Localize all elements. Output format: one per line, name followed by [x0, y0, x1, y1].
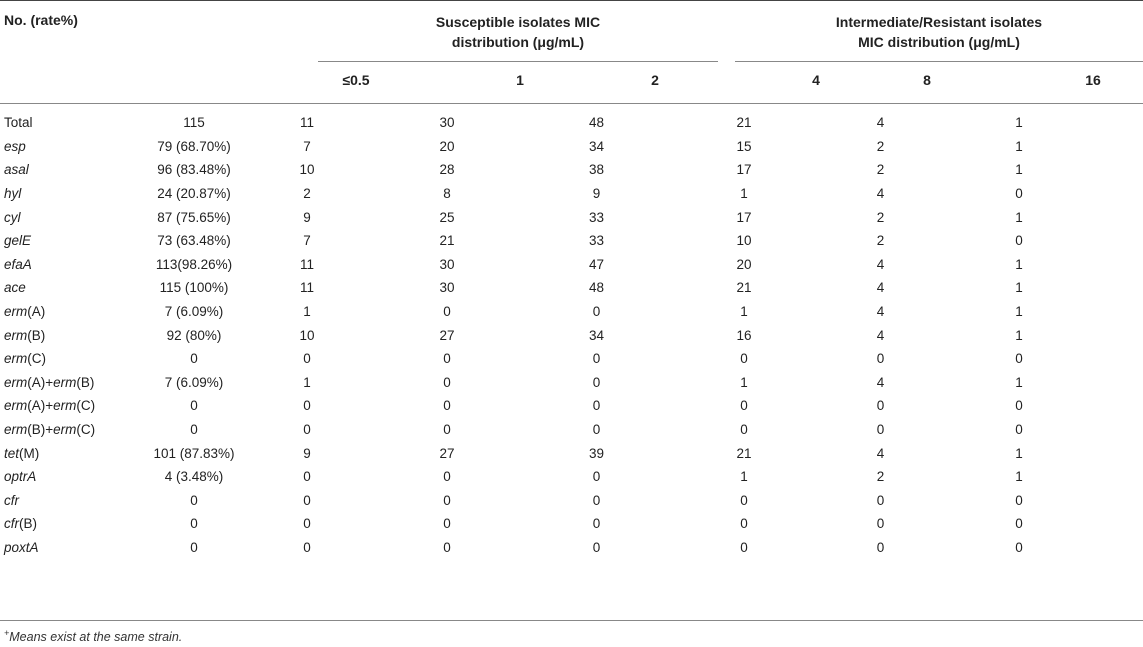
mic-count-cell: 4: [876, 445, 885, 461]
rate-cell: 92 (80%): [166, 327, 222, 343]
rate-cell: 79 (68.70%): [157, 138, 231, 154]
mic-count-cell: 0: [876, 422, 885, 438]
rate-cell: 0: [190, 351, 198, 367]
gene-name-part: (M): [19, 445, 40, 461]
gene-name: [0, 512, 139, 536]
rate-cell: 0: [190, 539, 198, 555]
mic-count-cell: 15: [736, 138, 752, 154]
mic-count-cell: 11: [299, 280, 314, 296]
header-group-resistant-line1: Intermediate/Resistant isolates: [835, 14, 1043, 30]
gene-name-part: (C): [76, 422, 96, 438]
header-group-susceptible-line1: Susceptible isolates MIC: [435, 14, 601, 30]
table-row: [0, 512, 1101, 536]
table-row: [0, 135, 1101, 159]
gene-name-text: hyl: [4, 186, 22, 202]
mic-count-cell: 48: [588, 115, 605, 131]
mic-count-cell: 1: [740, 304, 748, 320]
mic-count-cell: 1: [1015, 280, 1023, 296]
mic-count-cell: 0: [592, 539, 601, 555]
mic-count-cell: 11: [299, 115, 314, 131]
table-row: [0, 300, 1101, 324]
mic-count-cell: 1: [1015, 469, 1023, 485]
gene-name: [0, 135, 139, 159]
gene-name: [0, 323, 139, 347]
mic-count-cell: 0: [740, 492, 748, 508]
mic-count-cell: 0: [592, 492, 601, 508]
mic-count-cell: 4: [876, 304, 885, 320]
gene-name-part: erm: [53, 374, 77, 390]
header-col-2: 2: [651, 72, 659, 88]
mic-count-cell: 48: [588, 280, 605, 296]
mic-count-cell: 0: [303, 422, 311, 438]
header-col-le05: ≤0.5: [342, 72, 370, 88]
mic-count-cell: 7: [303, 138, 311, 154]
gene-name: [0, 371, 139, 395]
mic-count-cell: 0: [592, 422, 601, 438]
rate-cell: 115: [183, 115, 205, 131]
mic-count-cell: 30: [439, 115, 455, 131]
top-rule: [0, 0, 1143, 1]
gene-name-text: optrA: [4, 469, 37, 485]
gene-name-part: erm: [4, 398, 28, 414]
table-row: [0, 371, 1101, 395]
mic-count-cell: 21: [736, 445, 752, 461]
mic-count-cell: 17: [736, 209, 752, 225]
gene-name-part: (B): [76, 374, 95, 390]
mic-count-cell: 0: [303, 351, 311, 367]
mic-count-cell: 0: [443, 422, 451, 438]
gene-name-text: asal: [4, 162, 29, 178]
gene-name-part: (B): [27, 327, 46, 343]
mic-count-cell: 0: [876, 516, 885, 532]
data-table-body: [0, 111, 1101, 559]
mic-count-cell: 1: [1015, 374, 1023, 390]
gene-name: [0, 253, 139, 277]
mic-count-cell: 2: [876, 209, 885, 225]
mic-count-cell: 0: [592, 304, 601, 320]
mic-count-cell: 21: [439, 233, 455, 249]
table-row: [0, 253, 1101, 277]
gene-name: [0, 229, 139, 253]
gene-name-part: tet: [4, 445, 20, 461]
mic-count-cell: 0: [1015, 351, 1023, 367]
table-row: [0, 276, 1101, 300]
mic-count-cell: 11: [299, 256, 314, 272]
table-row: [0, 182, 1101, 206]
mic-count-cell: 8: [443, 186, 451, 202]
gene-name-part: cfr: [4, 516, 19, 532]
mic-count-cell: 28: [439, 162, 455, 178]
mic-count-cell: 0: [740, 351, 748, 367]
mic-count-cell: 34: [588, 327, 605, 343]
mic-count-cell: 4: [876, 115, 885, 131]
gene-name-text: ace: [4, 280, 26, 296]
mic-count-cell: 0: [303, 539, 311, 555]
gene-name: [0, 111, 139, 135]
rate-cell: 0: [190, 422, 198, 438]
header-group-susceptible: [318, 12, 718, 52]
gene-name-part: erm: [53, 398, 77, 414]
mic-count-cell: 0: [876, 398, 885, 414]
mic-count-cell: 27: [439, 327, 455, 343]
mic-count-cell: 33: [588, 233, 605, 249]
footnote: [4, 628, 182, 644]
mic-count-cell: 0: [443, 398, 451, 414]
table-row: [0, 536, 1101, 560]
mic-count-cell: 0: [592, 374, 601, 390]
mic-count-cell: 38: [588, 162, 605, 178]
gene-name: [0, 158, 139, 182]
mic-count-cell: 0: [740, 539, 748, 555]
table-row: [0, 323, 1101, 347]
table-row: [0, 229, 1101, 253]
gene-name: [0, 418, 139, 442]
mic-count-cell: 2: [876, 469, 885, 485]
rate-cell: 0: [190, 492, 198, 508]
mic-count-cell: 0: [303, 469, 311, 485]
gene-name-text: gelE: [4, 233, 32, 249]
bottom-rule: [0, 620, 1143, 621]
mic-count-cell: 10: [299, 327, 315, 343]
mic-count-cell: 0: [592, 469, 601, 485]
mic-count-cell: 47: [588, 256, 605, 272]
gene-name: [0, 394, 139, 418]
mic-count-cell: 4: [876, 374, 885, 390]
header-group-susceptible-line2: distribution (μg/mL): [451, 34, 585, 50]
header-col-4: 4: [812, 72, 820, 88]
gene-name-text: poxtA: [4, 539, 39, 555]
mic-count-cell: 0: [876, 492, 885, 508]
mic-count-cell: 0: [303, 516, 311, 532]
gene-name-text: esp: [4, 138, 26, 154]
rate-cell: 7 (6.09%): [164, 304, 224, 320]
gene-name: [0, 489, 139, 513]
mic-count-cell: 0: [876, 351, 885, 367]
mic-count-cell: 0: [740, 422, 748, 438]
mic-count-cell: 0: [303, 492, 311, 508]
mic-count-cell: 0: [1015, 492, 1023, 508]
table-row: [0, 441, 1101, 465]
group-rule-susceptible: [318, 61, 718, 62]
mic-count-cell: 27: [439, 445, 455, 461]
mic-count-cell: 30: [439, 280, 455, 296]
table-row: [0, 205, 1101, 229]
mic-count-cell: 0: [443, 492, 451, 508]
gene-name: [0, 536, 139, 560]
mic-count-cell: 1: [1015, 304, 1023, 320]
rate-cell: 73 (63.48%): [157, 233, 231, 249]
mic-count-cell: 0: [1015, 233, 1023, 249]
mic-count-cell: 1: [1015, 115, 1023, 131]
group-rule-resistant: [735, 61, 1143, 62]
mic-count-cell: 4: [876, 327, 885, 343]
header-col-16: 16: [1085, 72, 1101, 88]
mic-count-cell: 1: [740, 374, 748, 390]
mic-count-cell: 0: [592, 516, 601, 532]
gene-name-part: (A)+: [27, 374, 54, 390]
mic-count-cell: 2: [303, 186, 311, 202]
mic-count-cell: 1: [303, 374, 311, 390]
rate-cell: 87 (75.65%): [157, 209, 231, 225]
mic-count-cell: 2: [876, 162, 885, 178]
mic-count-cell: 9: [303, 209, 311, 225]
mic-count-cell: 1: [1015, 138, 1023, 154]
rate-cell: 24 (20.87%): [157, 186, 231, 202]
mic-count-cell: 33: [588, 209, 605, 225]
rate-cell: 0: [190, 516, 198, 532]
gene-name-text: Total: [4, 115, 33, 131]
gene-name-part: (C): [27, 351, 46, 367]
mic-count-cell: 0: [1015, 422, 1023, 438]
mic-count-cell: 0: [443, 374, 451, 390]
mic-count-cell: 34: [588, 138, 605, 154]
gene-name: [0, 182, 139, 206]
mic-count-cell: 2: [876, 138, 885, 154]
gene-name-part: erm: [4, 327, 28, 343]
table-row: [0, 489, 1101, 513]
mic-count-cell: 30: [439, 256, 455, 272]
table-row: [0, 394, 1101, 418]
mic-count-cell: 0: [592, 398, 601, 414]
mic-count-cell: 4: [876, 280, 885, 296]
gene-name: [0, 300, 139, 324]
gene-name-part: (B): [19, 516, 37, 532]
mic-count-cell: 0: [876, 539, 885, 555]
mic-count-cell: 0: [740, 516, 748, 532]
table-row: [0, 418, 1101, 442]
mic-count-cell: 21: [736, 115, 752, 131]
rate-cell: 101 (87.83%): [153, 445, 235, 461]
mic-count-cell: 1: [1015, 209, 1023, 225]
gene-name-part: erm: [4, 351, 28, 367]
footnote-mark: +: [4, 628, 10, 638]
gene-name-text: cyl: [4, 209, 21, 225]
gene-name-part: (B)+: [27, 422, 54, 438]
gene-name-part: erm: [4, 374, 28, 390]
gene-name: [0, 465, 139, 489]
rate-cell: 4 (3.48%): [164, 469, 224, 485]
mic-count-cell: 1: [1015, 162, 1023, 178]
gene-name: [0, 205, 139, 229]
header-col-1: 1: [516, 72, 524, 88]
table-row: [0, 111, 1101, 135]
mic-count-cell: 10: [736, 233, 752, 249]
mic-count-cell: 9: [592, 186, 601, 202]
mic-count-cell: 0: [592, 351, 601, 367]
table-row: [0, 158, 1101, 182]
mic-count-cell: 10: [299, 162, 315, 178]
rate-cell: 0: [190, 398, 198, 414]
mic-count-cell: 0: [1015, 186, 1023, 202]
mic-count-cell: 0: [1015, 539, 1023, 555]
header-group-resistant-line2: MIC distribution (μg/mL): [858, 34, 1020, 50]
table-row: [0, 465, 1101, 489]
mic-count-cell: 0: [1015, 398, 1023, 414]
rate-cell: 113(98.26%): [155, 256, 233, 272]
gene-name-part: erm: [53, 422, 77, 438]
gene-name-part: (A)+: [27, 398, 54, 414]
mic-count-cell: 39: [588, 445, 605, 461]
gene-name-part: (A): [27, 304, 46, 320]
mic-count-cell: 4: [876, 186, 885, 202]
header-rule: [0, 103, 1143, 104]
data-table: [0, 111, 1101, 559]
gene-name: [0, 347, 139, 371]
mic-count-cell: 16: [736, 327, 752, 343]
mic-count-cell: 0: [740, 398, 748, 414]
gene-name: [0, 276, 139, 300]
mic-count-cell: 1: [740, 186, 748, 202]
mic-count-cell: 20: [439, 138, 455, 154]
rate-cell: 7 (6.09%): [164, 374, 224, 390]
mic-count-cell: 0: [443, 351, 451, 367]
mic-count-cell: 0: [443, 539, 451, 555]
mic-count-cell: 1: [303, 304, 311, 320]
header-corner: No. (rate%): [4, 12, 78, 28]
gene-name-text: efaA: [4, 256, 32, 272]
mic-count-cell: 0: [303, 398, 311, 414]
mic-count-cell: 9: [303, 445, 311, 461]
mic-count-cell: 0: [443, 469, 451, 485]
mic-count-cell: 1: [1015, 445, 1023, 461]
header-col-8: 8: [923, 72, 931, 88]
gene-name: [0, 441, 139, 465]
mic-count-cell: 2: [876, 233, 885, 249]
rate-cell: 96 (83.48%): [157, 162, 231, 178]
mic-count-cell: 17: [736, 162, 752, 178]
footnote-text: Means exist at the same strain.: [9, 630, 183, 645]
mic-count-cell: 4: [876, 256, 885, 272]
mic-count-cell: 25: [439, 209, 455, 225]
mic-count-cell: 20: [736, 256, 752, 272]
header-group-resistant: [735, 12, 1143, 52]
rate-cell: 115 (100%): [159, 280, 229, 296]
mic-count-cell: 1: [1015, 327, 1023, 343]
mic-count-cell: 0: [443, 516, 451, 532]
mic-count-cell: 0: [1015, 516, 1023, 532]
gene-name-part: erm: [4, 422, 28, 438]
gene-name-part: erm: [4, 304, 28, 320]
mic-count-cell: 7: [303, 233, 311, 249]
mic-count-cell: 1: [1015, 256, 1023, 272]
mic-count-cell: 0: [443, 304, 451, 320]
mic-count-cell: 1: [740, 469, 748, 485]
mic-count-cell: 21: [736, 280, 752, 296]
gene-name-text: cfr: [4, 492, 19, 508]
gene-name-part: (C): [76, 398, 96, 414]
table-row: [0, 347, 1101, 371]
